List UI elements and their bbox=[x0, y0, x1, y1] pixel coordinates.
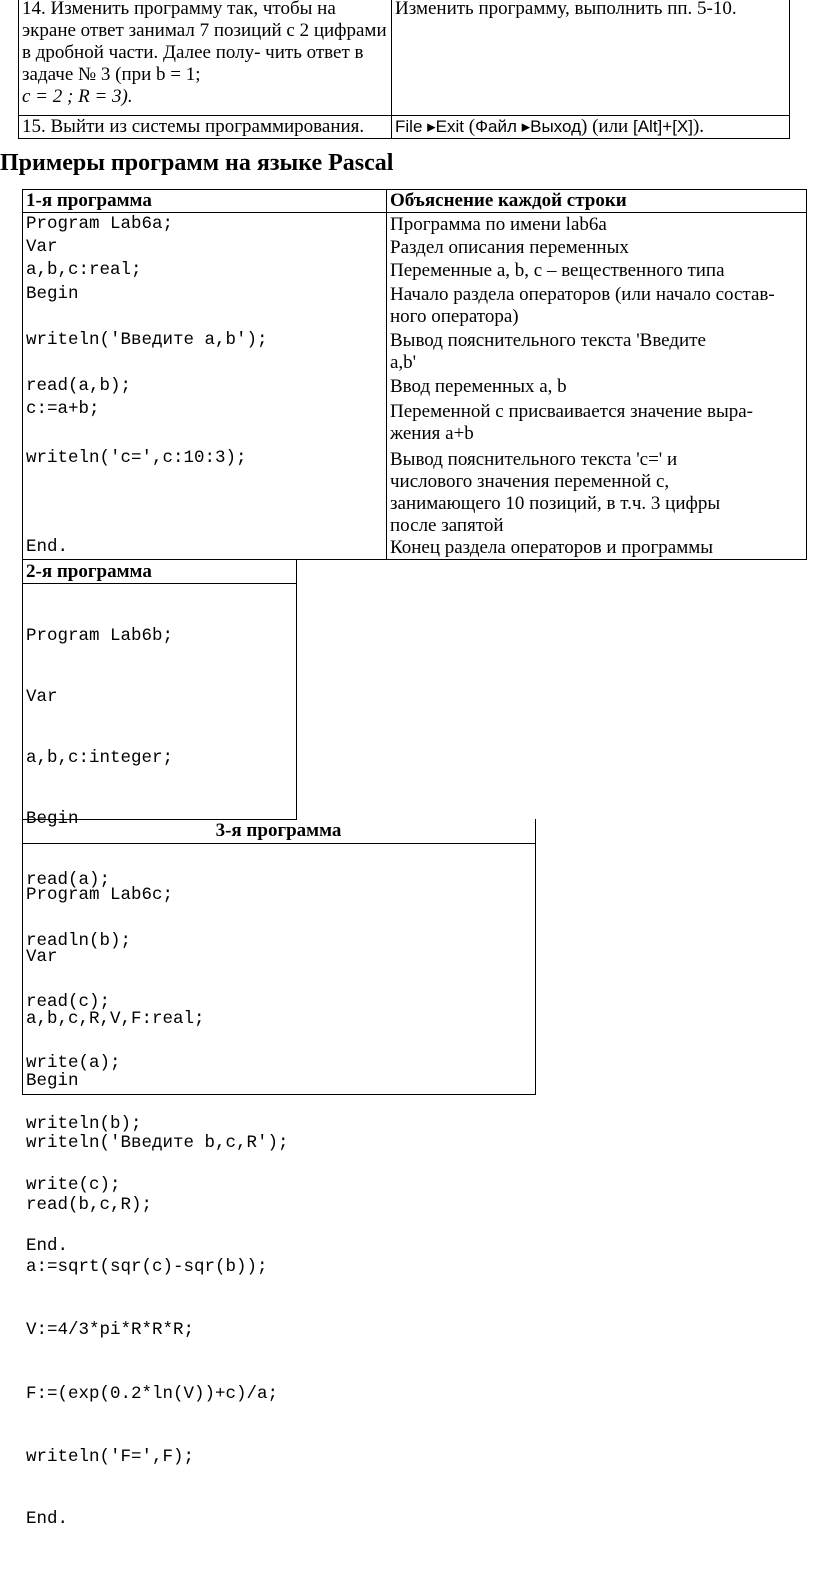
code-line: read(a); bbox=[26, 870, 111, 890]
explanation-line: Начало раздела операторов (или начало состав- bbox=[390, 284, 775, 305]
program3-header: 3-я программа bbox=[215, 820, 342, 841]
explanation-line: Вывод пояснительного текста 'c=' и bbox=[390, 449, 678, 470]
hotkey: [Alt]+[X] bbox=[632, 117, 693, 136]
program1-code-line: Program Lab6a; bbox=[26, 214, 174, 234]
row14-line: c = 2 ; R = 3). bbox=[22, 86, 133, 107]
program1-explanation bbox=[390, 376, 567, 398]
program1-code-line: Begin bbox=[26, 284, 79, 304]
program1-header-left: 1-я программа bbox=[26, 190, 152, 211]
code-line: read(b,c,R); bbox=[26, 1195, 153, 1215]
code-line: writeln('Введите b,c,R'); bbox=[26, 1133, 289, 1153]
row15-left: 15. Выйти из системы программирования. bbox=[22, 116, 365, 137]
code-line: Begin bbox=[26, 809, 79, 829]
row14-right: Изменить программу, выполнить пп. 5-10. bbox=[395, 0, 737, 19]
code-line: a,b,c:integer; bbox=[26, 748, 174, 768]
code-line: write(a); bbox=[26, 1053, 121, 1073]
row14-line: в дробной части. Далее полу- чить ответ в bbox=[22, 42, 364, 63]
code-line: write(c); bbox=[26, 1175, 121, 1195]
section-heading: Примеры программ на языке Pascal bbox=[0, 150, 394, 176]
menu-path-en: File ▸Exit bbox=[395, 117, 464, 136]
program3-code bbox=[26, 844, 289, 1570]
program1-explanation bbox=[390, 284, 775, 328]
menu-path-ru: Файл ▸Выход bbox=[475, 117, 581, 136]
code-line: Program Lab6b; bbox=[26, 626, 174, 646]
explanation-line: жения a+b bbox=[390, 423, 474, 444]
program1-explanation bbox=[390, 214, 607, 236]
paren-open: ( bbox=[464, 116, 476, 137]
code-line: End. bbox=[26, 1236, 69, 1256]
row14-line: 14. Изменить программу так, чтобы на bbox=[22, 0, 336, 19]
code-line: Begin bbox=[26, 1071, 79, 1091]
code-line: read(c); bbox=[26, 992, 111, 1012]
code-line: a:=sqrt(sqr(c)-sqr(b)); bbox=[26, 1257, 268, 1277]
program1-explanation bbox=[390, 260, 725, 282]
code-line: V:=4/3*pi*R*R*R; bbox=[26, 1320, 195, 1340]
program1-explanation bbox=[390, 401, 753, 445]
explanation-line: Раздел описания переменных bbox=[390, 237, 629, 258]
explanation-line: Переменные a, b, c – вещественного типа bbox=[390, 260, 725, 281]
explanation-line: после запятой bbox=[390, 515, 504, 536]
code-line: Program Lab6c; bbox=[26, 885, 174, 905]
row14-line: экране ответ занимал 7 позиций с 2 цифрами bbox=[22, 20, 387, 41]
code-line: a,b,c,R,V,F:real; bbox=[26, 1009, 205, 1029]
explanation-line: занимающего 10 позиций, в т.ч. 3 цифры bbox=[390, 493, 721, 514]
program1-code-line: read(a,b); bbox=[26, 376, 132, 396]
program1-explanation bbox=[390, 330, 706, 374]
code-line: writeln('F=',F); bbox=[26, 1447, 195, 1467]
program1-explanation bbox=[390, 237, 629, 259]
program1-header-right: Объяснение каждой строки bbox=[390, 190, 627, 211]
explanation-line: Конец раздела операторов и программы bbox=[390, 537, 714, 558]
code-line: readln(b); bbox=[26, 931, 132, 951]
program1-code-line: End. bbox=[26, 537, 69, 557]
paren-close: ). bbox=[692, 116, 705, 137]
program1-code-line: writeln('c=',c:10:3); bbox=[26, 448, 247, 468]
code-line: F:=(exp(0.2*ln(V))+c)/a; bbox=[26, 1384, 279, 1404]
explanation-line: a,b' bbox=[390, 352, 417, 373]
explanation-line: Вывод пояснительного текста 'Введите bbox=[390, 330, 706, 351]
or-text: ) (или bbox=[581, 116, 633, 137]
row15-right bbox=[395, 116, 787, 139]
program1-code-line: Var bbox=[26, 237, 58, 257]
code-line: writeln(b); bbox=[26, 1114, 142, 1134]
code-line: Var bbox=[26, 947, 58, 967]
program2-header: 2-я программа bbox=[26, 561, 152, 582]
program1-code-line: a,b,c:real; bbox=[26, 260, 142, 280]
explanation-line: Переменной c присваивается значение выра- bbox=[390, 401, 753, 422]
code-line: Var bbox=[26, 687, 58, 707]
explanation-line: Программа по имени lab6a bbox=[390, 214, 607, 235]
explanation-line: Ввод переменных a, b bbox=[390, 376, 567, 397]
explanation-line: числового значения переменной c, bbox=[390, 471, 670, 492]
explanation-line: ного оператора) bbox=[390, 306, 519, 327]
row14-line: задаче № 3 (при b = 1; bbox=[22, 64, 201, 85]
row14-left bbox=[22, 0, 388, 108]
program1-explanation bbox=[390, 537, 713, 559]
code-line: End. bbox=[26, 1509, 69, 1529]
program1-code-line: writeln('Введите a,b'); bbox=[26, 330, 268, 350]
program1-explanation bbox=[390, 449, 720, 537]
program1-code-line: c:=a+b; bbox=[26, 399, 100, 419]
